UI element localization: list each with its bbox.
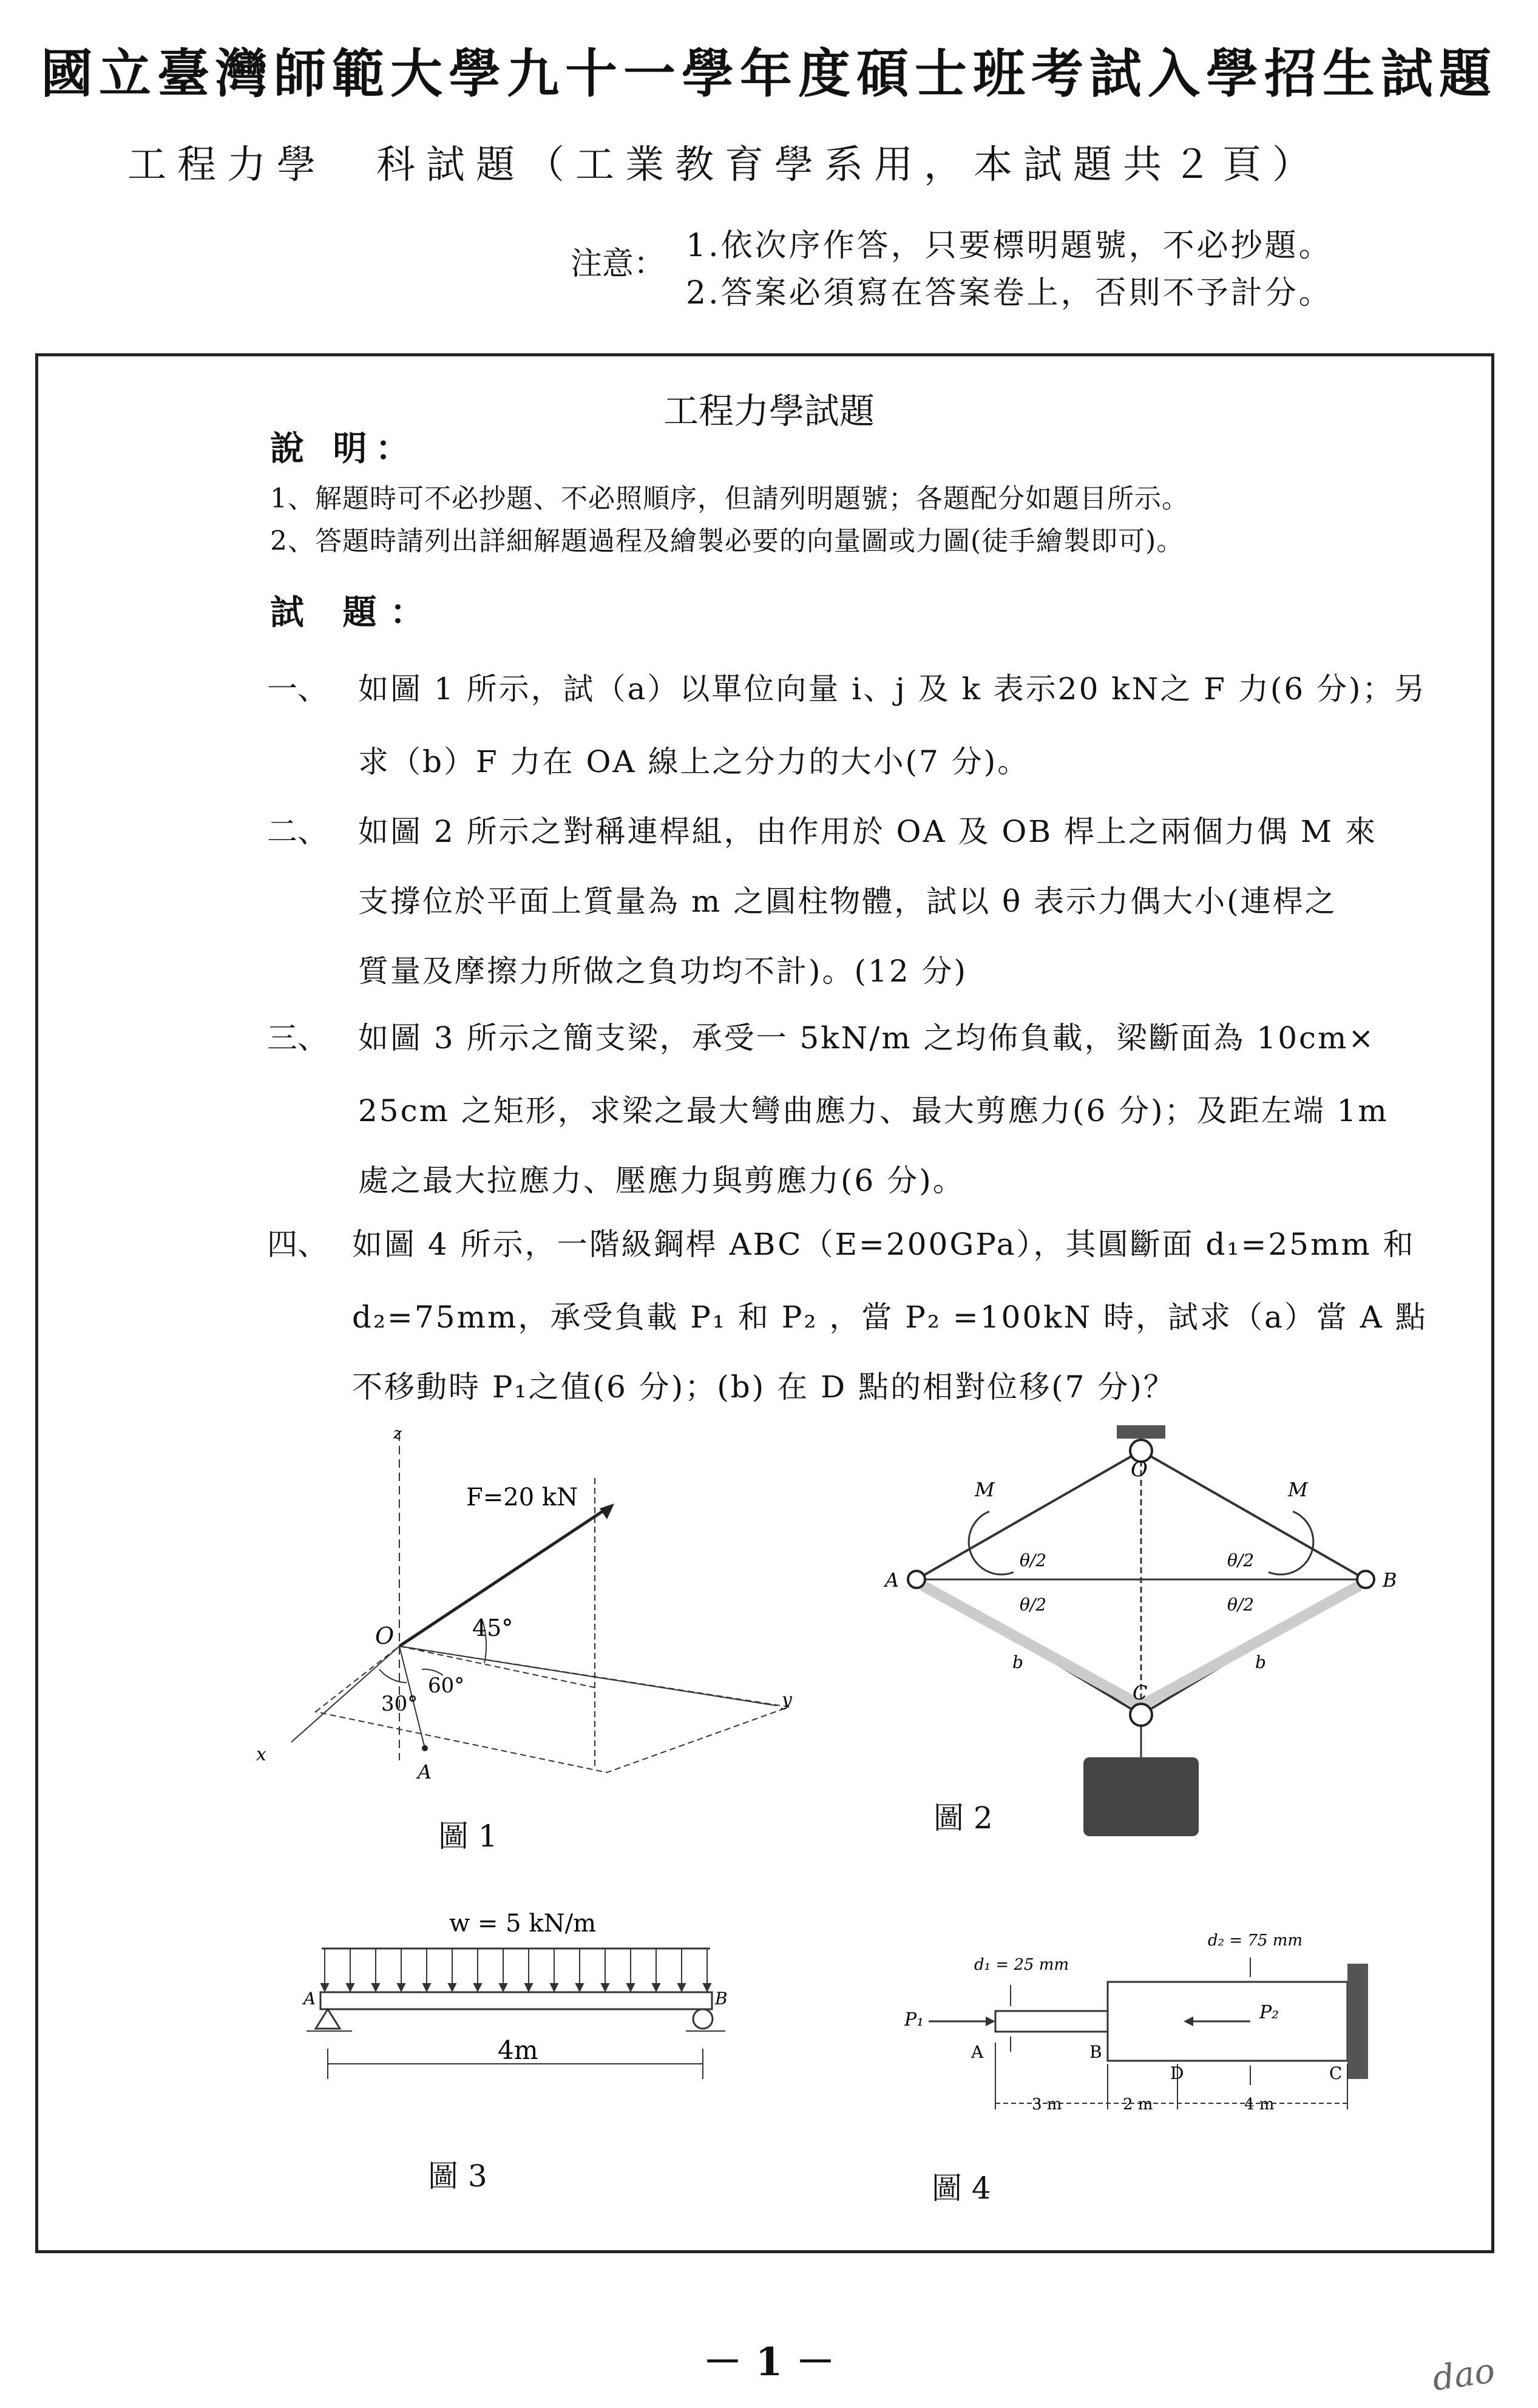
question-4-line-1: 如圖 4 所示，一階級鋼桿 ABC（E=200GPa），其圓斷面 d₁=25mm 和: [352, 1227, 1415, 1262]
fig4-d1-label: d₁ = 25 mm: [974, 1956, 1069, 1974]
fig2-angle-top-right: θ/2: [1227, 1550, 1255, 1570]
figure-2-caption: 圖 2: [933, 1800, 993, 1836]
exam-subtitle: 工程力學 科試題（工業教育學系用，本試題共２頁）: [127, 143, 1322, 188]
fig1-axis-z: z: [393, 1425, 402, 1443]
fig4-point-b: B: [1089, 2042, 1102, 2062]
beam: [320, 1992, 712, 2009]
exam-heading: 工程力學試題: [663, 390, 875, 432]
question-3-line-3: 處之最大拉應力、壓應力與剪應力(6 分)。: [358, 1163, 965, 1198]
instructions-label: 說 明：: [270, 429, 418, 469]
figure-3: [297, 1900, 734, 2125]
fig3-support-b: B: [715, 1989, 728, 2009]
roller-support: [693, 2009, 713, 2029]
fig4-point-a: A: [971, 2042, 984, 2062]
question-2-number: 二、: [267, 814, 328, 849]
fig1-origin-label: O: [375, 1623, 395, 1649]
fig2-moment-left: M: [975, 1478, 995, 1501]
fig2-point-c: C: [1133, 1681, 1148, 1704]
fig3-support-a: A: [303, 1989, 316, 2009]
question-3-line-2: 25cm 之矩形，求梁之最大彎曲應力、最大剪應力(6 分)；及距左端 1m: [358, 1093, 1389, 1128]
question-1-line-2: 求（b）F 力在 OA 線上之分力的大小(7 分)。: [358, 744, 1030, 779]
question-4-number: 四、: [267, 1227, 328, 1262]
fig1-angle-60: 60°: [428, 1674, 465, 1698]
fig2-moment-right: M: [1288, 1478, 1308, 1501]
fig2-point-a: A: [885, 1569, 899, 1592]
figure-2: [874, 1420, 1420, 1845]
fig2-link-left: b: [1012, 1652, 1023, 1672]
fig2-point-o: O: [1131, 1457, 1148, 1482]
fig4-point-d: D: [1170, 2063, 1184, 2083]
question-2-line-2: 支撐位於平面上質量為 m 之圓柱物體，試以 θ 表示力偶大小(連桿之: [358, 884, 1337, 919]
wall-support: [1347, 1964, 1368, 2079]
fig1-angle-30: 30°: [381, 1692, 418, 1716]
fig1-force-label: F=20 kN: [466, 1484, 578, 1511]
question-4-line-3: 不移動時 P₁之值(6 分)；(b) 在 D 點的相對位移(7 分)？: [352, 1369, 1176, 1405]
cylinder-mass: [1083, 1757, 1199, 1836]
fig1-axis-x: x: [256, 1744, 266, 1765]
fig4-load-p2: P₂: [1259, 2002, 1279, 2023]
ceiling-support: [1117, 1425, 1165, 1439]
question-1-number: 一、: [267, 671, 328, 707]
fig4-point-c: C: [1329, 2063, 1343, 2083]
page-number: － 1 －: [703, 2339, 835, 2385]
fig4-seg-bd: 2 m: [1123, 2095, 1153, 2114]
question-3-number: 三、: [267, 1020, 328, 1056]
note-2: 2.答案必須寫在答案卷上，否則不予計分。: [686, 275, 1333, 311]
instruction-2: 2、答題時請列出詳細解題過程及繪製必要的向量圖或力圖(徒手繪製即可)。: [270, 526, 1184, 557]
rod-segment-ab: [995, 2011, 1108, 2032]
note-1: 1.依次序作答，只要標明題號，不必抄題。: [686, 228, 1333, 264]
instruction-1: 1、解題時可不必抄題、不必照順序，但請列明題號；各題配分如題目所示。: [270, 483, 1189, 514]
figure-4: [904, 1927, 1378, 2115]
handwritten-note: dao: [1429, 2351, 1497, 2399]
notes-label: 注意：: [571, 246, 666, 282]
fig2-angle-bottom-right: θ/2: [1227, 1595, 1255, 1615]
fig4-seg-ab: 3 m: [1032, 2095, 1062, 2114]
fig1-point-a: A: [418, 1760, 432, 1783]
question-2-line-3: 質量及摩擦力所做之負功均不計)。(12 分): [358, 954, 968, 989]
fig1-axis-y: y: [782, 1689, 792, 1711]
fig2-point-b: B: [1383, 1569, 1397, 1592]
question-3-line-1: 如圖 3 所示之簡支梁，承受一 5kN/m 之均佈負載，梁斷面為 10cm×: [358, 1020, 1376, 1056]
fig3-load-label: w = 5 kN/m: [449, 1910, 596, 1938]
fig2-angle-bottom-left: θ/2: [1020, 1595, 1047, 1615]
fig2-angle-top-left: θ/2: [1020, 1550, 1047, 1570]
figure-1: [243, 1420, 819, 1809]
fig1-angle-45: 45°: [472, 1615, 513, 1641]
exam-title: 國立臺灣師範大學九十一學年度碩士班考試入學招生試題: [41, 43, 1497, 104]
fig4-seg-dc: 4 m: [1244, 2095, 1275, 2114]
fig4-d2-label: d₂ = 75 mm: [1208, 1931, 1303, 1950]
figure-3-caption: 圖 3: [428, 2159, 487, 2194]
questions-label: 試 題：: [270, 592, 438, 633]
figure-1-caption: 圖 1: [438, 1819, 498, 1854]
question-2-line-1: 如圖 2 所示之對稱連桿組，由作用於 OA 及 OB 桿上之兩個力偶 M 來: [358, 814, 1377, 849]
fig2-link-right: b: [1255, 1652, 1266, 1672]
pin-support: [316, 2009, 340, 2029]
question-4-line-2: d₂=75mm，承受負載 P₁ 和 P₂ ，當 P₂ =100kN 時，試求（a）當 A 點: [352, 1300, 1428, 1335]
fig3-span-label: 4m: [498, 2035, 538, 2065]
fig4-load-p1: P₁: [904, 2009, 924, 2030]
question-1-line-1: 如圖 1 所示，試（a）以單位向量 i、j 及 k 表示20 kN之 F 力(6 分)；另: [358, 671, 1427, 707]
figure-4-caption: 圖 4: [932, 2171, 991, 2206]
